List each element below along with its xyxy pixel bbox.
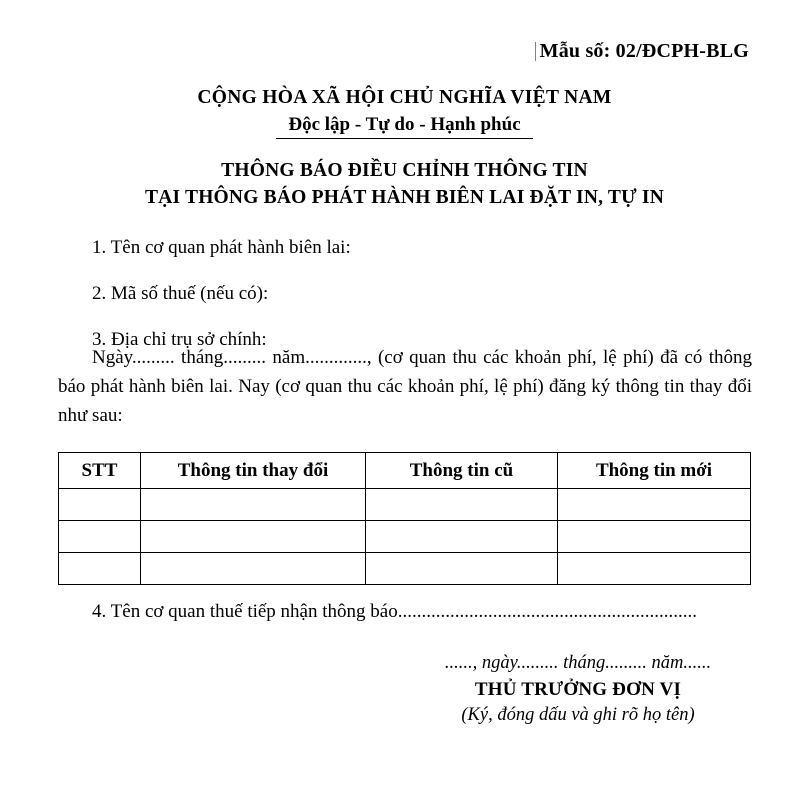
signature-note: (Ký, đóng dấu và ghi rõ họ tên) xyxy=(461,704,695,725)
column-header-new-info: Thông tin mới xyxy=(558,453,751,489)
page-title-line2: TẠI THÔNG BÁO PHÁT HÀNH BIÊN LAI ĐẶT IN, TỰ IN xyxy=(144,186,664,208)
cell-changed-info[interactable] xyxy=(141,553,366,585)
body-paragraph xyxy=(58,344,752,431)
table-header-row xyxy=(59,453,751,489)
cell-stt[interactable] xyxy=(59,521,141,553)
field-receiving-tax-office-label: 4. Tên cơ quan thuế tiếp nhận thông báo xyxy=(92,602,398,621)
body-paragraph-text: Ngày......... tháng......... năm............., (cơ quan thu các khoản phí, lệ phí) đã có thông báo phát hành biên lai. Nay (cơ quan thu các khoản phí, lệ phí) đăng ký thông tin thay đổi như sau: xyxy=(58,347,752,426)
national-heading-line2: Độc lập - Tự do - Hạnh phúc xyxy=(285,113,523,139)
cell-old-info[interactable] xyxy=(366,553,558,585)
cell-new-info[interactable] xyxy=(558,521,751,553)
information-change-table xyxy=(58,452,751,585)
page-title-line1: THÔNG BÁO ĐIỀU CHỈNH THÔNG TIN xyxy=(221,160,588,181)
table-row xyxy=(59,489,751,521)
signature-title: THỦ TRƯỞNG ĐƠN VỊ xyxy=(474,678,682,700)
field-receiving-tax-office xyxy=(92,602,751,621)
field-issuer-name: 1. Tên cơ quan phát hành biên lai: xyxy=(92,237,351,258)
dot-leader: ............................................................... xyxy=(397,602,697,621)
cell-changed-info[interactable] xyxy=(141,489,366,521)
cell-old-info[interactable] xyxy=(366,521,558,553)
column-header-old-info: Thông tin cũ xyxy=(366,453,558,489)
column-header-stt: STT xyxy=(59,453,141,489)
national-heading-line1: CỘNG HÒA XÃ HỘI CHỦ NGHĨA VIỆT NAM xyxy=(197,87,612,108)
column-header-changed-info: Thông tin thay đổi xyxy=(141,453,366,489)
page-title xyxy=(0,158,809,212)
cell-stt[interactable] xyxy=(59,489,141,521)
cell-old-info[interactable] xyxy=(366,489,558,521)
signature-date-line: ......, ngày......... tháng......... năm...... xyxy=(444,653,712,673)
form-code: Mẫu số: 02/ĐCPH-BLG xyxy=(539,40,749,62)
cell-stt[interactable] xyxy=(59,553,141,585)
cell-new-info[interactable] xyxy=(558,553,751,585)
field-head-office-address: 3. Địa chỉ trụ sở chính: xyxy=(92,329,267,350)
national-heading xyxy=(0,86,809,139)
signature-block xyxy=(404,652,752,728)
cell-changed-info[interactable] xyxy=(141,521,366,553)
form-code-row xyxy=(0,40,749,63)
cell-new-info[interactable] xyxy=(558,489,751,521)
table-row xyxy=(59,553,751,585)
table-row xyxy=(59,521,751,553)
field-tax-code: 2. Mã số thuế (nếu có): xyxy=(92,283,269,304)
